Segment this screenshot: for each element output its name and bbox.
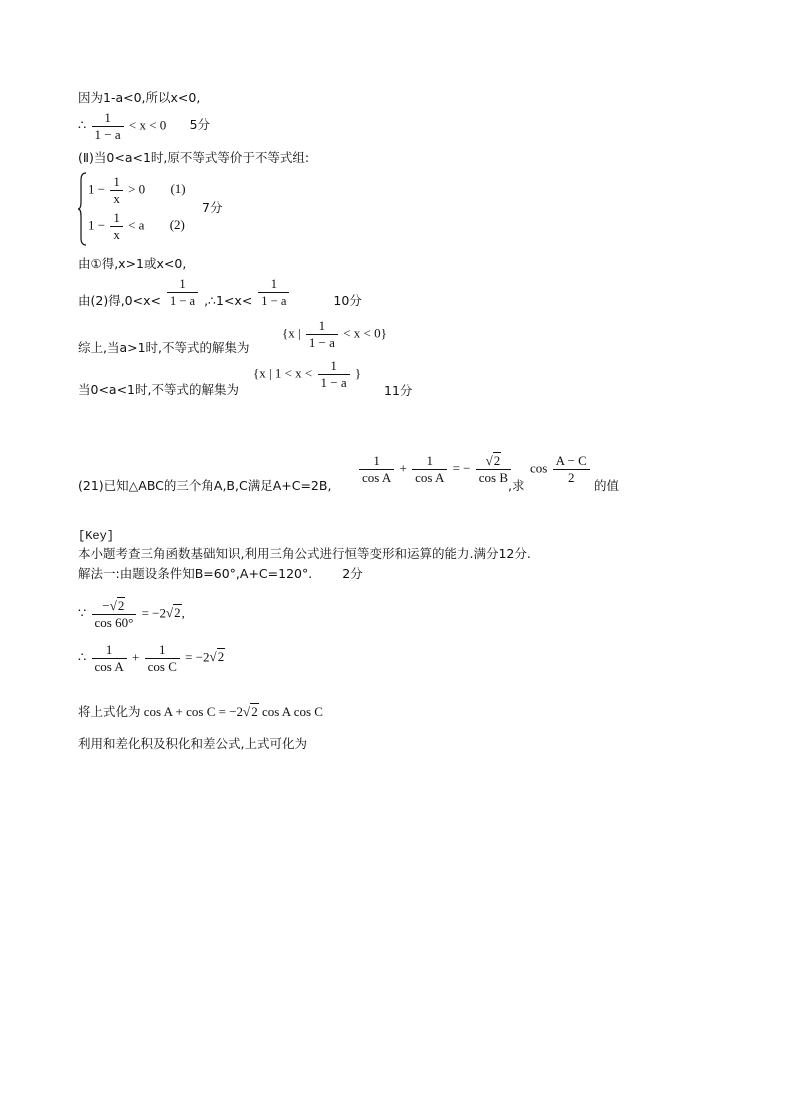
therefore-symbol: ∴ — [78, 649, 87, 665]
inequality-1: 1 − $\frac{1}{x}$ > 0 (1) — [88, 174, 186, 206]
score-label: 5分 — [189, 117, 211, 133]
inequality-2: 1 − $\frac{1}{x}$ < a (2) — [88, 210, 185, 242]
solution-result-1: ∴ $\frac{1}{1 - a}$ < x < 0 5分 — [78, 110, 211, 142]
text-line-3: (Ⅱ)当0<a<1时,原不等式等价于不等式组: — [78, 150, 310, 165]
score-label: 11分 — [384, 383, 413, 398]
question-21-target: cos $\frac{A - C}{2}$ — [530, 453, 592, 486]
question-21: (21)已知△ABC的三个角A,B,C满足A+C=2B, — [78, 478, 332, 493]
key-step-therefore: ∴ $\frac{1}{\text{cos A}}$ + $\frac{1}{\text{cos C}}$ = −2√2 — [78, 642, 225, 674]
text-line-7: 当0<a<1时,不等式的解集为 — [78, 382, 239, 397]
key-step-because: ∵ $\frac{-√2}{\cos 60^\circ}$ = −2√2, — [78, 598, 185, 630]
key-heading: [Key] — [78, 529, 115, 543]
solution-set-1: {x | $\frac{1}{1 - a}$ < x < 0} — [282, 318, 387, 350]
question-21-end: 的值 — [594, 478, 620, 493]
therefore-symbol: ∴ — [78, 117, 87, 133]
question-21-ask: ,求 — [508, 478, 525, 493]
text-line-6: 综上,当a>1时,不等式的解集为 — [78, 340, 250, 355]
key-text-2: 解法一:由题设条件知B=60°,A+C=120°. 2分 — [78, 566, 363, 581]
score-label: 10分 — [333, 293, 362, 308]
because-symbol: ∵ — [78, 605, 87, 621]
key-step-transform: 将上式化为 cos A + cos C = −2√2 cos A cos C — [78, 704, 323, 719]
equation-tag: (2) — [169, 217, 185, 233]
text-line-1: 因为1-a<0,所以x<0, — [78, 90, 201, 105]
key-text-last: 利用和差化积及积化和差公式,上式可化为 — [78, 736, 307, 751]
question-21-equation: $\frac{1}{\text{cos A}}$ + $\frac{1}{\text{cos A}}$ = − $\frac{√2}{\text{cos B}}$ — [357, 453, 513, 486]
equation-tag: (1) — [170, 181, 186, 197]
left-brace-icon — [78, 172, 88, 246]
fraction: $\frac{1}{1 - a}$ — [92, 110, 124, 143]
text-line-4: 由①得,x>1或x<0, — [78, 256, 187, 271]
text-line-5: 由(2)得,0<x< $\frac{1}{1 - a}$ ,∴1<x< $\frac{1}{1 - a}$ 10分 — [78, 277, 362, 308]
key-text-1: 本小题考查三角函数基础知识,利用三角公式进行恒等变形和运算的能力.满分12分. — [78, 546, 531, 561]
score-label: 7分 — [202, 200, 223, 215]
solution-set-2: {x | 1 < x < $\frac{1}{1 - a}$ } — [253, 358, 362, 390]
score-label: 2分 — [342, 566, 363, 581]
